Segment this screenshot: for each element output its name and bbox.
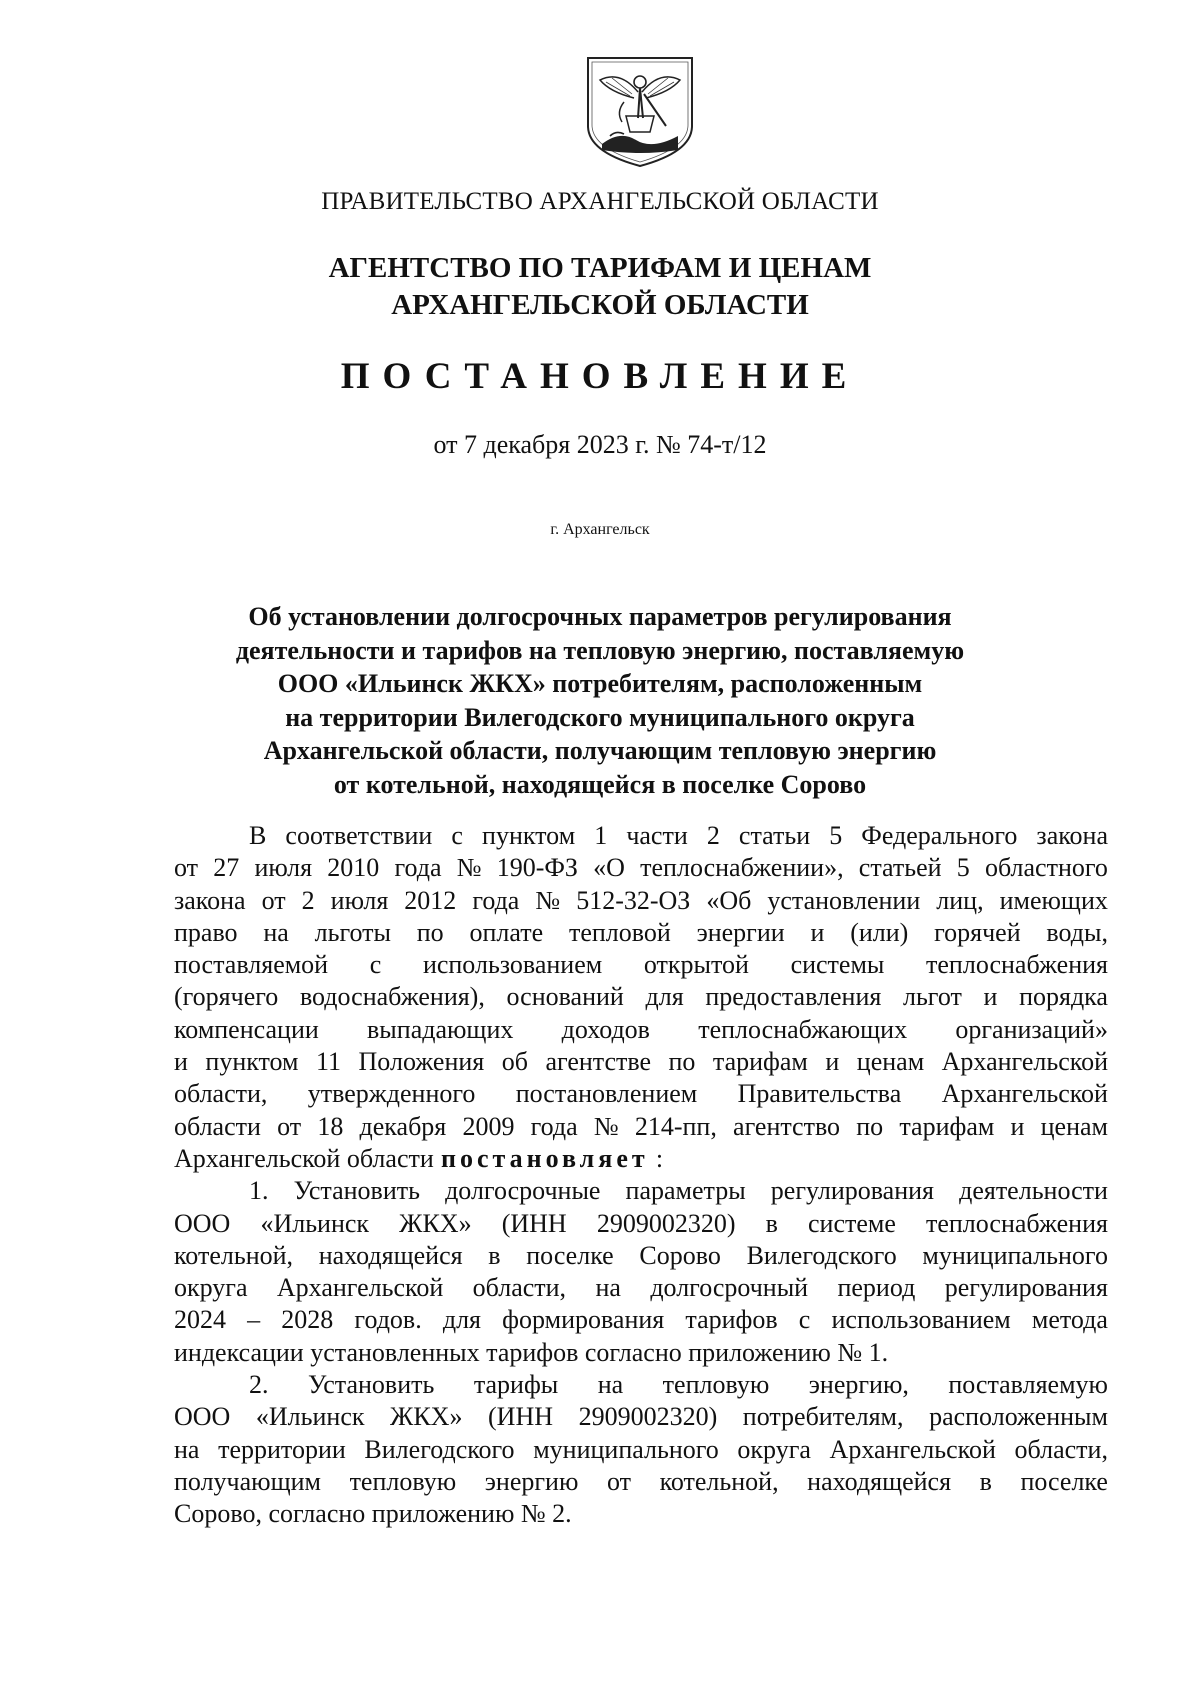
word: деятельности <box>959 1176 1108 1206</box>
word: использованием <box>422 950 603 980</box>
item-1-line <box>174 1304 1108 1336</box>
word: июля <box>254 853 313 883</box>
word: области <box>174 1111 261 1141</box>
word: расположенным <box>929 1402 1108 1432</box>
word: 214-пп, <box>634 1111 717 1141</box>
word: поселке <box>526 1240 614 1270</box>
word: выпадающих <box>367 1014 514 1044</box>
word: части <box>626 821 688 850</box>
word: 11 <box>316 1047 342 1077</box>
title-line: на территории Вилегодского муниципального округа <box>285 702 915 732</box>
word: «Ильинск <box>255 1402 365 1432</box>
word: 190-ФЗ <box>496 853 578 883</box>
title-line: ООО «Ильинск ЖКХ» потребителям, расположенным <box>277 669 923 698</box>
word: формирования <box>502 1305 665 1335</box>
word: соответствии <box>285 821 433 850</box>
body-line <box>174 885 1108 917</box>
word: котельной, <box>174 1240 294 1270</box>
word: 2010 <box>327 853 380 883</box>
item-2-line <box>174 1369 1108 1401</box>
word: Архангельской <box>941 1047 1108 1077</box>
body-line <box>174 1014 1108 1046</box>
word: по <box>668 1047 696 1077</box>
city-name: г. Архангельск <box>550 521 650 538</box>
word: от <box>606 1466 631 1496</box>
word: № <box>535 885 561 915</box>
word: «Об <box>706 885 752 915</box>
word: и <box>983 982 998 1012</box>
word: поселке <box>1020 1466 1108 1496</box>
word: 27 <box>213 853 240 883</box>
word: на <box>174 1434 200 1464</box>
word: параметры <box>625 1176 746 1206</box>
word: метода <box>1031 1305 1108 1335</box>
word: 2012 <box>404 885 457 915</box>
word: пунктом <box>482 821 576 850</box>
word: № <box>456 853 482 883</box>
item-1-line <box>174 1175 1108 1207</box>
word: энергию <box>484 1466 579 1496</box>
word: 5 <box>956 853 970 883</box>
agency-heading-line: АГЕНТСТВО ПО ТАРИФАМ И ЦЕНАМ <box>328 252 872 284</box>
word: 2009 <box>462 1111 515 1141</box>
word: поставляемой <box>174 950 329 980</box>
agency-heading-line: АРХАНГЕЛЬСКОЙ ОБЛАСТИ <box>391 289 809 321</box>
word: потребителям, <box>742 1402 904 1432</box>
word: года <box>394 853 442 883</box>
word: Установить <box>307 1370 435 1400</box>
word: агентстве <box>545 1047 652 1077</box>
word: оснований <box>506 982 624 1012</box>
word: теплоснабжающих <box>698 1014 908 1044</box>
word: округа <box>174 1273 248 1303</box>
word: от <box>174 853 199 883</box>
word: 2028 <box>281 1305 334 1335</box>
word: – <box>247 1305 261 1335</box>
title-line: Архангельской области, получающим тепловую энергию <box>263 736 937 765</box>
word: системы <box>790 950 885 980</box>
word: 2909002320) <box>578 1402 718 1432</box>
body-line <box>174 1046 1108 1078</box>
word: теплоснабжения <box>926 950 1108 980</box>
word: тарифам <box>899 1111 995 1141</box>
word: регулирования <box>944 1273 1108 1303</box>
word: право <box>174 917 238 947</box>
word: на <box>597 1370 624 1400</box>
word: использованием <box>831 1305 1011 1335</box>
word: теплоснабжении», <box>640 853 844 883</box>
word: пунктом <box>205 1047 299 1077</box>
decree-action-word: постановляет <box>441 1143 649 1173</box>
word: и <box>1010 1111 1025 1141</box>
word: 2 <box>706 821 720 850</box>
word: и <box>810 917 825 947</box>
word: период <box>837 1273 916 1303</box>
word: 1 <box>594 821 608 850</box>
colon: : <box>655 1143 664 1173</box>
word: закона <box>174 885 246 915</box>
word: теплоснабжения <box>925 1208 1108 1238</box>
word: 2024 <box>174 1305 226 1335</box>
word: территории <box>218 1434 346 1464</box>
word: ЖКХ» <box>390 1402 463 1432</box>
word: (или) <box>850 917 909 947</box>
word: долгосрочные <box>445 1176 601 1206</box>
word: ценам <box>1040 1111 1108 1141</box>
word: тепловую <box>349 1466 457 1496</box>
word: Вилегодского <box>364 1434 515 1464</box>
word: для <box>645 982 684 1012</box>
word: области, <box>1014 1434 1108 1464</box>
word: статьи <box>738 821 811 850</box>
word: долгосрочный <box>650 1273 809 1303</box>
word: системе <box>807 1208 896 1238</box>
word: имеющих <box>999 885 1108 915</box>
word: об <box>501 1047 528 1077</box>
word: с <box>798 1305 811 1335</box>
word: (ИНН <box>501 1208 567 1238</box>
word: организаций» <box>955 1014 1108 1044</box>
word: и <box>174 1047 188 1077</box>
word: 2. <box>249 1370 269 1400</box>
word: доходов <box>561 1014 650 1044</box>
word: округа <box>737 1434 811 1464</box>
word: в <box>979 1466 992 1496</box>
word: муниципального <box>922 1240 1108 1270</box>
word: в <box>765 1208 778 1238</box>
word: находящейся <box>318 1240 463 1270</box>
word: области, <box>174 1079 268 1109</box>
word: Архангельской <box>941 1079 1108 1109</box>
item-2-line <box>174 1434 1108 1466</box>
word: 5 <box>829 821 843 850</box>
word: муниципального <box>533 1434 719 1464</box>
word: воды, <box>1046 917 1108 947</box>
body-line <box>174 917 1108 949</box>
word: 1. <box>249 1176 269 1206</box>
word: находящейся <box>807 1466 952 1496</box>
word: Федерального <box>861 821 1018 850</box>
word: поставляемую <box>948 1370 1108 1400</box>
item-2-line <box>174 1401 1108 1433</box>
word: В <box>249 821 267 850</box>
title-line: Об установлении долгосрочных параметров регулирования <box>248 602 952 631</box>
word: утвержденного <box>307 1079 476 1109</box>
body-line <box>174 949 1108 981</box>
word: тепловой <box>568 917 671 947</box>
word: оплате <box>469 917 544 947</box>
body-line <box>174 981 1108 1013</box>
word: ООО <box>174 1208 231 1238</box>
item-1-line <box>174 1240 1108 1272</box>
word: открытой <box>643 950 749 980</box>
word: льгот <box>902 982 962 1012</box>
word: ООО <box>174 1402 231 1432</box>
item-1-line <box>174 1208 1108 1240</box>
word: № <box>593 1111 619 1141</box>
word: (горячего <box>174 982 279 1012</box>
word: тарифы <box>473 1370 559 1400</box>
word: (ИНН <box>488 1402 554 1432</box>
item-2-line: Сорово, согласно приложению № 2. <box>174 1499 572 1529</box>
decree-body <box>174 820 1108 1531</box>
word: 18 <box>317 1111 344 1141</box>
word: областного <box>984 853 1108 883</box>
word: по <box>856 1111 884 1141</box>
word: года <box>472 885 520 915</box>
word: порядка <box>1019 982 1108 1012</box>
word: энергию, <box>808 1370 909 1400</box>
word: годов. <box>354 1305 422 1335</box>
body-line <box>174 820 1108 852</box>
word: июля <box>330 885 389 915</box>
word: льготы <box>314 917 391 947</box>
preamble-closing-text: Архангельской области <box>174 1143 434 1173</box>
word: ценам <box>856 1047 925 1077</box>
word: компенсации <box>174 1014 319 1044</box>
word: «О <box>593 853 625 883</box>
word: и <box>825 1047 840 1077</box>
item-1-line <box>174 1272 1108 1304</box>
word: Положения <box>358 1047 485 1077</box>
word: установлении <box>767 885 921 915</box>
word: лиц, <box>936 885 984 915</box>
word: 2909002320) <box>596 1208 736 1238</box>
body-line <box>174 1143 1108 1175</box>
word: 2 <box>301 885 315 915</box>
decree-title: ПОСТАНОВЛЕНИЕ <box>340 356 860 397</box>
word: года <box>530 1111 578 1141</box>
word: «Ильинск <box>260 1208 370 1238</box>
word: тарифов <box>685 1305 778 1335</box>
title-line: деятельности и тарифов на тепловую энергию, поставляемую <box>235 635 965 665</box>
word: области, <box>472 1273 567 1303</box>
word: декабря <box>359 1111 447 1141</box>
word: от <box>261 885 286 915</box>
word: регулирования <box>770 1176 934 1206</box>
decree-date-number: от 7 декабря 2023 г. № 74-т/12 <box>433 430 767 459</box>
word: предоставления <box>705 982 882 1012</box>
word: энергии <box>696 917 785 947</box>
word: от <box>277 1111 302 1141</box>
word: Архангельской <box>276 1273 444 1303</box>
word: на <box>263 917 289 947</box>
word: статьей <box>858 853 942 883</box>
word: горячей <box>934 917 1021 947</box>
word: на <box>595 1273 621 1303</box>
word: ЖКХ» <box>399 1208 472 1238</box>
decree-subject-title <box>0 600 1200 801</box>
body-line <box>174 1111 1108 1143</box>
title-line: от котельной, находящейся в поселке Сорово <box>333 769 867 799</box>
word: в <box>488 1240 501 1270</box>
item-2-line <box>174 1466 1108 1498</box>
body-line <box>174 1078 1108 1110</box>
word: с <box>369 950 382 980</box>
word: закона <box>1036 821 1108 850</box>
word: получающим <box>174 1466 321 1496</box>
coat-of-arms-emblem-icon <box>580 52 700 170</box>
word: агентство <box>733 1111 841 1141</box>
item-1-line: индексации установленных тарифов согласно приложению № 1. <box>174 1337 889 1367</box>
word: Установить <box>293 1176 420 1206</box>
word: 512-32-ОЗ <box>576 885 691 915</box>
agency-heading <box>0 250 1200 324</box>
word: Вилегодского <box>746 1240 897 1270</box>
word: по <box>416 917 444 947</box>
body-line <box>174 852 1108 884</box>
word: котельной, <box>659 1466 779 1496</box>
word: для <box>442 1305 482 1335</box>
word: с <box>451 821 463 850</box>
word: постановлением <box>515 1079 698 1109</box>
word: Правительства <box>737 1079 902 1109</box>
word: тепловую <box>662 1370 770 1400</box>
government-heading: ПРАВИТЕЛЬСТВО АРХАНГЕЛЬСКОЙ ОБЛАСТИ <box>321 188 879 215</box>
word: Архангельской <box>829 1434 996 1464</box>
word: Сорово <box>639 1240 721 1270</box>
word: тарифам <box>712 1047 808 1077</box>
word: водоснабжения), <box>299 982 485 1012</box>
